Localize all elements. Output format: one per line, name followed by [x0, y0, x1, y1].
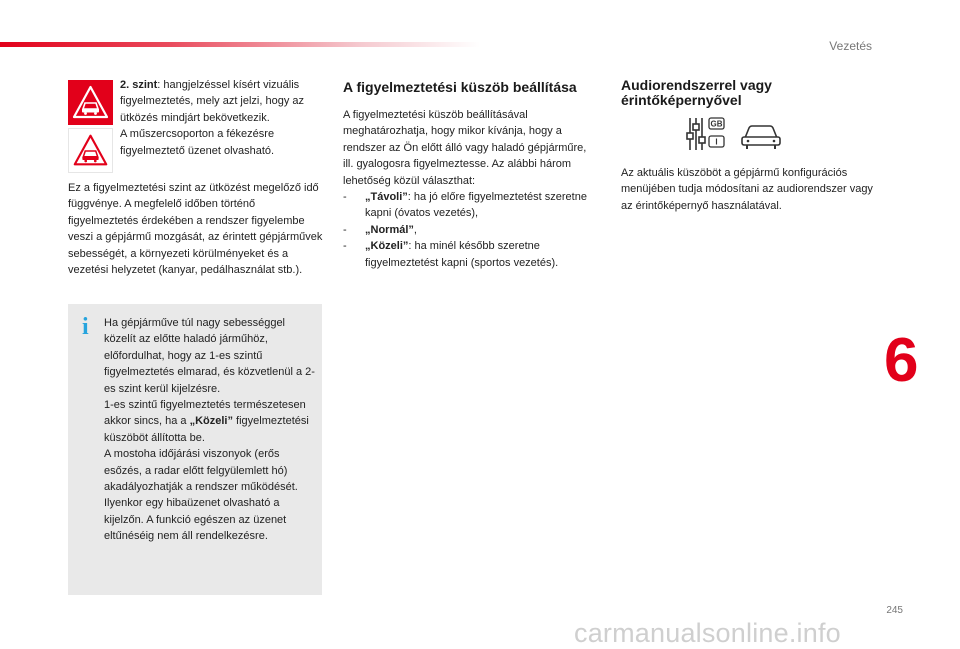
list-dash: - [343, 240, 347, 253]
car-settings-icon [742, 126, 780, 149]
info-box-text [104, 315, 318, 545]
level-2-text-2: A műszercsoporton a fékezésre figyelmeztető üzenet olvasható. [120, 128, 275, 157]
info-p2-option: „Közeli” [189, 415, 233, 428]
chapter-number: 6 [884, 326, 919, 395]
option-desc: : ha minél később szeretne figyelmeztetést kapni (sportos vezetés). [365, 240, 559, 269]
watermark: carmanualsonline.info [574, 618, 841, 648]
list-item [343, 238, 588, 271]
info-paragraph-3: A mostoha időjárási viszonyok (erős esőzés, a radar előtt felgyülemlett hó) akadályozhatják a rendszer működését. Ilyenkor egy hibaüzenet olvasható a kijelzőn. A funkció egészen az üzenet eltűnéséig nem áll rendelkezésre. [104, 448, 298, 543]
list-dash: - [343, 191, 347, 204]
option-name: „Távoli” [365, 191, 408, 204]
warning-level-explanation [68, 180, 324, 278]
option-desc: , [413, 223, 417, 236]
option-desc: : ha jó előre figyelmeztetést szeretne kapni (óvatos vezetés), [365, 191, 587, 220]
audio-touchscreen-paragraph: Az aktuális küszöböt a gépjármű konfigurációs menüjében tudja módosítani az audiorendszer vagy az érintőképernyő használatával. [621, 167, 873, 212]
info-icon: i [82, 314, 89, 340]
level-2-text: : hangjelzéssel kísért vizuális figyelmeztetés, mely azt jelzi, hogy az ütközés mindjárt bekövetkezik. [120, 79, 305, 124]
brake-alert-icon [68, 128, 113, 173]
info-paragraph-2 [104, 397, 318, 446]
audio-settings-icon [685, 115, 785, 153]
gb-label: GB [710, 119, 723, 129]
option-name: „Közeli” [365, 240, 409, 253]
threshold-setting-title: A figyelmeztetési küszöb beállítása [343, 79, 577, 95]
list-item [343, 222, 588, 238]
list-item [343, 189, 588, 222]
info-p2-start: 1-es szintű figyelmeztetés természetesen akkor sincs, ha a [104, 399, 306, 428]
warning-level-paragraph: Ez a figyelmeztetési szint az ütközést megelőző idő függvénye. A megfelelő időben történő figyelmeztetés érdekében a rendszer figyelembe veszi a gépjármű mozgását, az érintett gépjárművek sebességét, a környezeti körülményeket és a vezetési helyzetet (kanyar, pedálhasználat stb.). [68, 182, 323, 277]
option-name: „Normál” [365, 223, 414, 236]
section-title: Vezetés [829, 39, 872, 53]
config-icons [685, 115, 785, 158]
threshold-setting-section [343, 80, 588, 271]
list-dash: - [343, 223, 347, 236]
level-2-description [120, 77, 320, 159]
audio-touchscreen-section [621, 78, 883, 120]
i-label: I [715, 137, 718, 147]
level-2-label: 2. szint [120, 79, 158, 91]
top-accent-bar [0, 42, 480, 47]
page-number: 245 [886, 605, 903, 616]
audio-touchscreen-text [621, 165, 881, 214]
audio-touchscreen-title: Audiorendszerrel vagy érintőképernyővel [621, 77, 772, 108]
collision-alert-red-icon [68, 80, 113, 125]
info-paragraph-1: Ha gépjárműve túl nagy sebességgel közelít az előtte haladó járműhöz, előfordulhat, hogy az 1-es szintű figyelmeztetés elmarad, és közvetlenül a 2-es szint kerül kijelzésre. [104, 317, 315, 395]
info-p2-end: figyelmeztetési küszöböt állította be. [104, 415, 309, 444]
threshold-intro: A figyelmeztetési küszöb beállításával meghatározhatja, hogy mikor kívánja, hogy a rendszer az Ön előtt álló vagy haladó gépjárműre, ill. gyalogosra figyelmeztesse. Az alábbi három lehetőség közül választhat: [343, 109, 587, 187]
